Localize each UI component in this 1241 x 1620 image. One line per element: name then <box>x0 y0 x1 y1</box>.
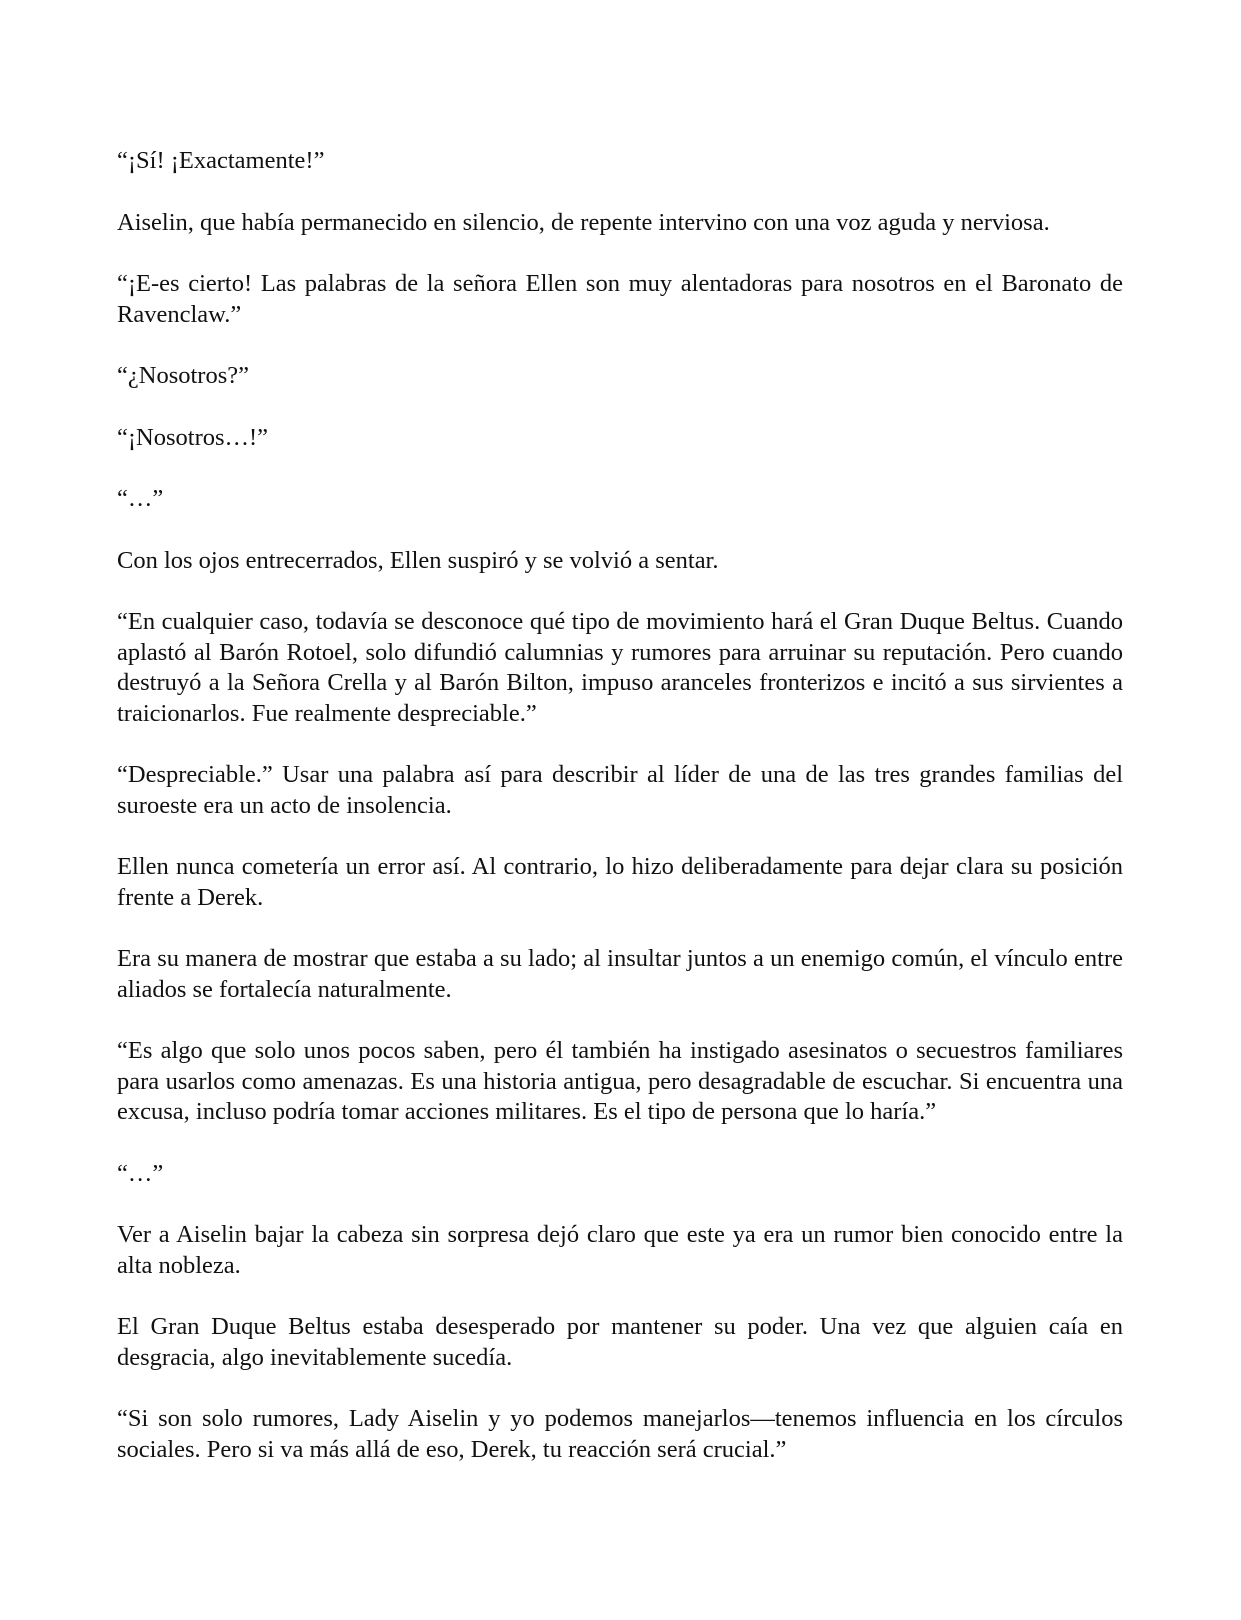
paragraph: Ver a Aiselin bajar la cabeza sin sorpresa dejó claro que este ya era un rumor bien conocido entre la alta nobleza. <box>117 1221 1123 1279</box>
paragraph: “¿Nosotros?” <box>117 362 249 389</box>
paragraph: Con los ojos entrecerrados, Ellen suspiró y se volvió a sentar. <box>117 546 719 574</box>
paragraph: Era su manera de mostrar que estaba a su lado; al insultar juntos a un enemigo común, el vínculo entre aliados se fortalecía naturalmente. <box>117 945 1123 1003</box>
paragraph: “¡E-es cierto! Las palabras de la señora Ellen son muy alentadoras para nosotros en el Baronato de Ravenclaw.” <box>117 270 1123 328</box>
document-body <box>117 146 1123 1496</box>
paragraph: “Si son solo rumores, Lady Aiselin y yo podemos manejarlos—tenemos influencia en los círculos sociales. Pero si va más allá de eso, Derek, tu reacción será crucial.” <box>117 1405 1123 1463</box>
paragraph: “En cualquier caso, todavía se desconoce qué tipo de movimiento hará el Gran Duque Beltus. Cuando aplastó al Barón Rotoel, solo difundió calumnias y rumores para arruinar su reputación. Pero cuando destruyó a la Señora Crella y al Barón Bilton, impuso aranceles fronterizos e incitó a sus sirvientes a traicionarlos. Fue realmente despreciable.” <box>117 608 1123 727</box>
paragraph: “Despreciable.” Usar una palabra así para describir al líder de una de las tres grandes familias del suroeste era un acto de insolencia. <box>117 761 1123 819</box>
paragraph: “Es algo que solo unos pocos saben, pero él también ha instigado asesinatos o secuestros familiares para usarlos como amenazas. Es una historia antigua, pero desagradable de escuchar. Si encuentra una excusa, incluso podría tomar acciones militares. Es el tipo de persona que lo haría.” <box>117 1037 1123 1125</box>
paragraph: “…” <box>117 485 164 512</box>
paragraph: Aiselin, que había permanecido en silencio, de repente intervino con una voz aguda y nerviosa. <box>117 208 1050 236</box>
paragraph: “¡Nosotros…!” <box>117 423 269 451</box>
paragraph: “¡Sí! ¡Exactamente!” <box>117 147 325 174</box>
paragraph: Ellen nunca cometería un error así. Al contrario, lo hizo deliberadamente para dejar clara su posición frente a Derek. <box>117 853 1123 911</box>
paragraph: El Gran Duque Beltus estaba desesperado por mantener su poder. Una vez que alguien caía en desgracia, algo inevitablemente sucedía. <box>117 1313 1123 1371</box>
paragraph: “…” <box>117 1159 164 1187</box>
